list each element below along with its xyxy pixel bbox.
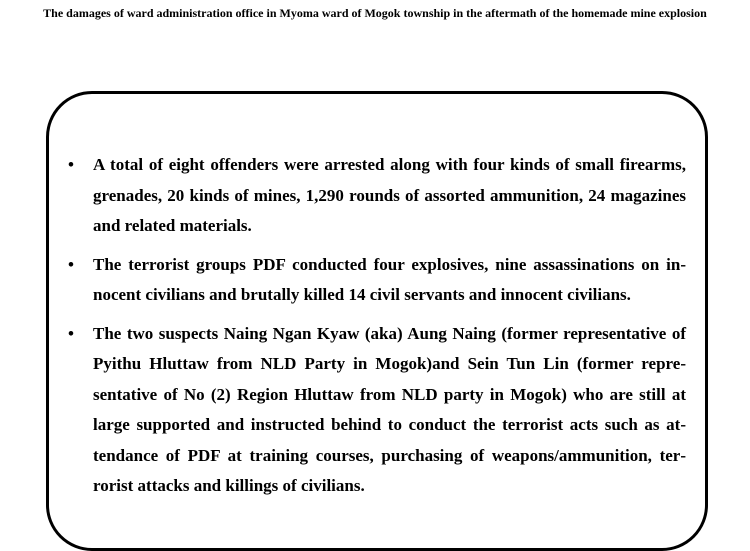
photo-caption: The damages of ward administration office in Myoma ward of Mogok township in the aftermath of the homemade mine explosion xyxy=(43,6,707,20)
bullet-dot-icon: • xyxy=(68,155,74,174)
list-item xyxy=(68,150,686,242)
list-item-text: The two suspects Naing Ngan Kyaw (aka) Aung Naing (former representative of Pyithu Hluttaw from NLD Party in Mogok)and Sein Tun Lin (former representative of No (2) Region Hluttaw from NLD party in Mogok) who are still at large supported and instructed behind to conduct the terrorist acts such as attendance of PDF at training courses, purchasing of weapons/ammunition, terrorist attacks and killings of civilians. xyxy=(93,323,686,495)
list-item-text: The terrorist groups PDF conducted four explosives, nine assassinations on innocent civilians and brutally killed 14 civil servants and innocent civilians. xyxy=(93,254,686,304)
bullet-dot-icon: • xyxy=(68,254,74,274)
bullet-list xyxy=(68,150,686,510)
bullet-dot-icon: • xyxy=(68,323,74,343)
list-item xyxy=(68,319,686,502)
list-item-text: A total of eight offenders were arrested along with four kinds of small firearms, grenades, 20 kinds of mines, 1,290 rounds of assorted ammunition, 24 magazines and related materials. xyxy=(93,155,686,235)
list-item xyxy=(68,250,686,311)
